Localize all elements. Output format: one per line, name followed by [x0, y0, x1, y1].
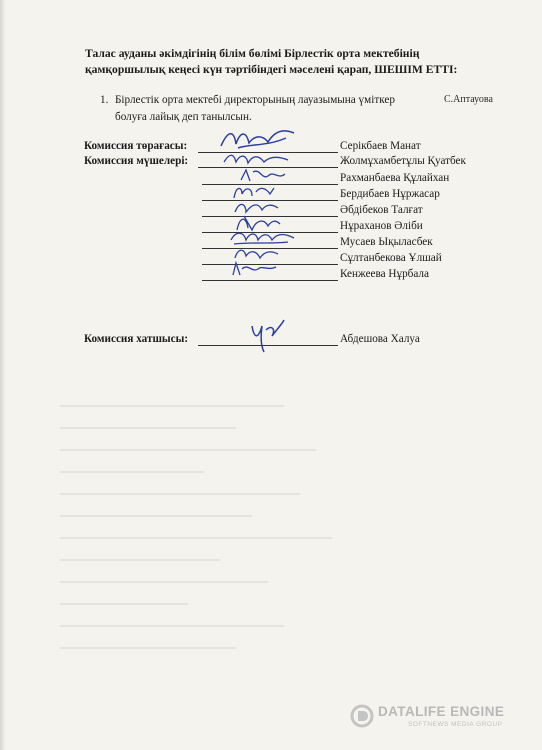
- member-name: Кенжеева Нұрбала: [340, 268, 429, 280]
- decision-text-line-1: Бірлестік орта мектебі директорының лауазымына үміткер: [115, 94, 395, 106]
- member-name: Рахманбаева Құлайхан: [340, 172, 450, 184]
- scan-edge-shadow: [0, 0, 6, 750]
- member-signature: [230, 259, 280, 279]
- chair-label: Комиссия төрағасы:: [84, 140, 188, 152]
- datalife-logo-icon: [350, 704, 374, 728]
- secretary-name: Абдешова Халуа: [340, 333, 420, 345]
- member-name: Мусаев Ықыласбек: [340, 236, 433, 248]
- member-signature-line: [202, 280, 338, 281]
- member-name: Жолмұхамбетұлы Қуатбек: [340, 155, 466, 167]
- secretary-signature: [248, 316, 288, 356]
- decision-heading: [85, 46, 505, 78]
- member-name: Сұлтанбекова Ұлшай: [340, 252, 442, 264]
- member-name: Нұраханов Әліби: [340, 220, 423, 232]
- member-name: Бердибаев Нұржасар: [340, 188, 440, 200]
- heading-line-1: Талас ауданы әкімдігінің білім бөлімі Бірлестік орта мектебінің: [85, 47, 420, 60]
- heading-line-2: қамқоршылық кеңесі күн тәртібіндегі мәселені қарап, ШЕШІМ ЕТТІ:: [85, 63, 458, 76]
- datalife-engine-watermark: [350, 702, 525, 738]
- watermark-subtitle: SOFTNEWS MEDIA GROUP: [408, 721, 503, 728]
- watermark-title: DATALIFE ENGINE: [378, 704, 505, 719]
- secretary-label: Комиссия хатшысы:: [84, 333, 189, 345]
- members-label: Комиссия мүшелері:: [84, 155, 189, 167]
- chair-name: Серікбаев Манат: [340, 140, 421, 152]
- reverse-side-bleed-through: [60, 405, 380, 725]
- decision-number: 1.: [100, 94, 109, 106]
- decision-text-line-2: болуға лайық деп танылсын.: [115, 111, 252, 123]
- candidate-note: С.Аптауова: [444, 94, 493, 105]
- member-name: Әбдібеков Талғат: [340, 204, 423, 216]
